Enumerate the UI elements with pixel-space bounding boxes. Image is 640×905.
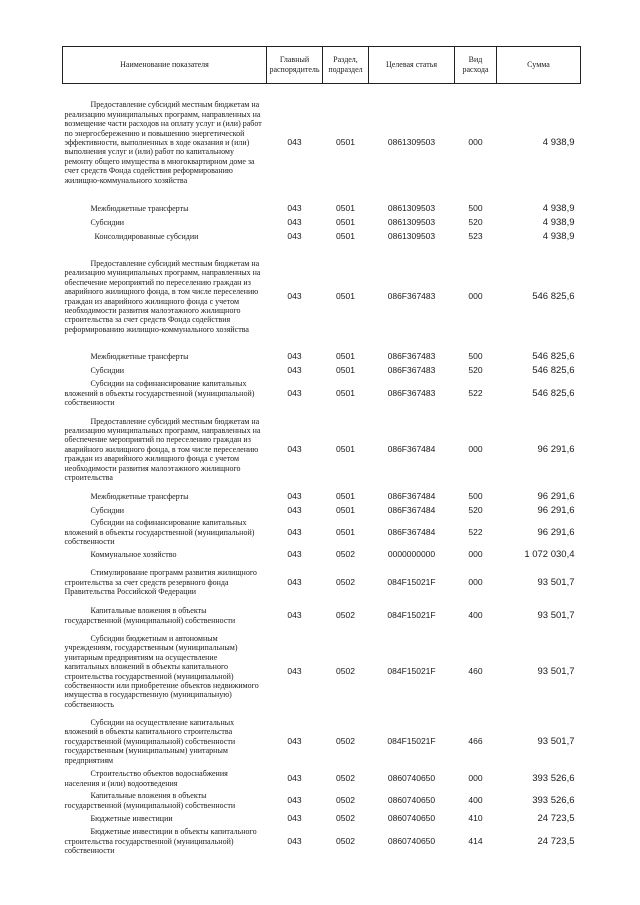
row-name: Предоставление субсидий местным бюджетам на реализацию муниципальных программ, направленных на возмещение части расходов на оплату услуг и (или) работ по энергосбережению и повышению энергетической эффективности, выполненных в ходе оказания и (или) выполнения услуг и (или) работ по капитальному ремонту общего имущества в многоквартирном доме за счет средств Фонда содействия реформированию жилищно-коммунального хозяйства (64, 100, 262, 185)
row-vr: 000 (468, 548, 483, 559)
row-rz: 0501 (336, 202, 355, 213)
row-rz: 0501 (336, 290, 355, 301)
header-expense-type: Вид расхода (455, 47, 497, 84)
row-rz: 0501 (336, 216, 355, 227)
table-row (63, 84, 581, 202)
row-rz: 0502 (336, 609, 355, 620)
row-rz: 0502 (336, 576, 355, 587)
row-cs: 086F367484 (387, 490, 436, 501)
row-rz: 0501 (336, 526, 355, 537)
table-row (63, 202, 581, 216)
row-name: Межбюджетные трансферты (90, 351, 189, 361)
row-rz: 0502 (336, 548, 355, 559)
row-sum: 1 072 030,4 (524, 548, 575, 560)
header-main-manager: Главный распорядитель (267, 47, 323, 84)
row-name: Предоставление субсидий местным бюджетам на реализацию муниципальных программ, направленных на обеспечение мероприятий по переселению граждан из аварийного жилищного фонда, в том числе переселению граждан из аварийного жилищного фонда с учетом необходимости развития малоэтажного жилищного строительства (64, 416, 261, 483)
row-sum: 4 938,9 (542, 137, 575, 149)
row-vr: 000 (468, 772, 483, 783)
table-row (63, 244, 581, 350)
row-sum: 96 291,6 (537, 443, 575, 455)
row-rz: 0502 (336, 665, 355, 676)
header-target-article: Целевая статья (369, 47, 455, 84)
table-row (63, 490, 581, 504)
row-gl: 043 (287, 772, 302, 783)
table-row (63, 230, 581, 244)
row-cs: 086F367483 (387, 387, 436, 398)
row-rz: 0502 (336, 794, 355, 805)
row-gl: 043 (287, 290, 302, 301)
row-vr: 523 (468, 230, 483, 241)
row-sum: 24 723,5 (537, 835, 575, 847)
row-vr: 000 (468, 137, 483, 148)
table-row (63, 812, 581, 826)
row-name: Субсидии на софинансирование капитальных вложений в объекты государственной (муниципальной) собственности (64, 518, 255, 547)
row-vr: 520 (468, 504, 483, 515)
row-gl: 043 (287, 794, 302, 805)
table-row (63, 504, 581, 518)
row-cs: 086F367484 (387, 504, 436, 515)
row-sum: 24 723,5 (537, 812, 575, 824)
row-sum: 93 501,7 (537, 735, 575, 747)
table-row (63, 364, 581, 378)
row-vr: 000 (468, 576, 483, 587)
row-name: Субсидии бюджетным и автономным учреждениям, государственным (муниципальным) унитарным предприятиям на осуществление капитальных вложений в объекты капитального строительства государственной (муниципальной) собственности или приобретение объектов недвижимого имущества в государственную (муниципальную) собственность (64, 633, 259, 709)
row-name: Стимулирование программ развития жилищного строительства за счет средств резервного фонда Правительства Российской Федерации (64, 568, 257, 597)
row-name: Коммунальное хозяйство (90, 549, 177, 559)
row-vr: 460 (468, 665, 483, 676)
row-gl: 043 (287, 137, 302, 148)
row-cs: 0860740650 (387, 772, 436, 783)
row-rz: 0502 (336, 772, 355, 783)
table-row (63, 768, 581, 790)
row-cs: 086F367484 (387, 526, 436, 537)
table-row (63, 562, 581, 604)
row-vr: 000 (468, 290, 483, 301)
row-gl: 043 (287, 835, 302, 846)
row-sum: 96 291,6 (537, 526, 575, 538)
row-vr: 500 (468, 490, 483, 501)
row-cs: 0000000000 (387, 548, 436, 559)
row-sum: 393 526,6 (532, 794, 575, 806)
row-name: Межбюджетные трансферты (90, 491, 189, 501)
row-vr: 520 (468, 364, 483, 375)
row-sum: 96 291,6 (537, 490, 575, 502)
row-sum: 546 825,6 (532, 387, 575, 399)
row-cs: 0860740650 (387, 794, 436, 805)
row-cs: 0861309503 (387, 202, 436, 213)
table-row (63, 716, 581, 768)
row-name: Субсидии (90, 505, 125, 515)
row-gl: 043 (287, 216, 302, 227)
row-cs: 084F15021F (387, 609, 436, 620)
row-sum: 96 291,6 (537, 504, 575, 516)
row-gl: 043 (287, 576, 302, 587)
row-name: Межбюджетные трансферты (90, 203, 189, 213)
row-rz: 0501 (336, 230, 355, 241)
table-row (63, 410, 581, 490)
table-row (63, 518, 581, 548)
row-rz: 0502 (336, 835, 355, 846)
row-rz: 0501 (336, 504, 355, 515)
row-vr: 522 (468, 526, 483, 537)
row-name: Субсидии на софинансирование капитальных вложений в объекты государственной (муниципальной) собственности (64, 379, 255, 408)
row-cs: 0861309503 (387, 230, 436, 241)
row-gl: 043 (287, 812, 302, 823)
row-rz: 0501 (336, 137, 355, 148)
row-sum: 4 938,9 (542, 216, 575, 228)
row-sum: 393 526,6 (532, 772, 575, 784)
row-vr: 500 (468, 350, 483, 361)
row-gl: 043 (287, 735, 302, 746)
table-row (63, 378, 581, 410)
row-rz: 0501 (336, 443, 355, 454)
row-gl: 043 (287, 350, 302, 361)
row-cs: 0861309503 (387, 216, 436, 227)
row-vr: 520 (468, 216, 483, 227)
row-name: Предоставление субсидий местным бюджетам на реализацию муниципальных программ, направленных на обеспечение мероприятий по переселению граждан из аварийного жилищного фонда, в том числе переселению граждан из аварийного жилищного фонда с учетом необходимости развития малоэтажного жилищного строительства за счет средств Фонда содействия реформированию жилищно-коммунального хозяйства (64, 258, 261, 334)
budget-table (62, 46, 581, 858)
row-cs: 086F367483 (387, 364, 436, 375)
row-rz: 0501 (336, 364, 355, 375)
row-gl: 043 (287, 504, 302, 515)
table-row (63, 548, 581, 562)
row-vr: 000 (468, 443, 483, 454)
row-gl: 043 (287, 490, 302, 501)
row-rz: 0501 (336, 387, 355, 398)
table-row (63, 216, 581, 230)
row-cs: 086F367483 (387, 290, 436, 301)
row-name: Капитальные вложения в объекты государственной (муниципальной) собственности (64, 791, 236, 810)
row-sum: 93 501,7 (537, 665, 575, 677)
table-body (63, 84, 581, 858)
row-gl: 043 (287, 387, 302, 398)
row-rz: 0502 (336, 812, 355, 823)
row-vr: 410 (468, 812, 483, 823)
header-section: Раздел, подраздел (323, 47, 369, 84)
row-cs: 0860740650 (387, 835, 436, 846)
header-name: Наименование показателя (63, 47, 267, 84)
row-vr: 400 (468, 794, 483, 805)
row-sum: 93 501,7 (537, 576, 575, 588)
row-name: Строительство объектов водоснабжения населения и (или) водоотведения (64, 769, 228, 788)
row-gl: 043 (287, 364, 302, 375)
row-vr: 466 (468, 735, 483, 746)
table-row (63, 628, 581, 716)
row-gl: 043 (287, 609, 302, 620)
row-cs: 086F367484 (387, 443, 436, 454)
table-row (63, 604, 581, 628)
row-name: Консолидированные субсидии (94, 231, 199, 241)
row-vr: 400 (468, 609, 483, 620)
row-gl: 043 (287, 548, 302, 559)
row-sum: 546 825,6 (532, 364, 575, 376)
row-name: Субсидии (90, 217, 125, 227)
row-cs: 086F367483 (387, 350, 436, 361)
row-rz: 0501 (336, 350, 355, 361)
table-row (63, 350, 581, 364)
row-vr: 414 (468, 835, 483, 846)
row-sum: 4 938,9 (542, 202, 575, 214)
table-row (63, 790, 581, 812)
row-name: Капитальные вложения в объекты государственной (муниципальной) собственности (64, 606, 236, 625)
table-header (63, 47, 581, 84)
row-cs: 084F15021F (387, 735, 436, 746)
table-row (63, 826, 581, 858)
row-rz: 0501 (336, 490, 355, 501)
row-sum: 546 825,6 (532, 290, 575, 302)
row-gl: 043 (287, 443, 302, 454)
row-cs: 084F15021F (387, 665, 436, 676)
row-name: Бюджетные инвестиции (90, 813, 173, 823)
row-rz: 0502 (336, 735, 355, 746)
row-cs: 0861309503 (387, 137, 436, 148)
row-gl: 043 (287, 202, 302, 213)
row-vr: 522 (468, 387, 483, 398)
row-name: Субсидии (90, 365, 125, 375)
row-name: Бюджетные инвестиции в объекты капитального строительства государственной (муниципальной) собственности (64, 827, 257, 856)
row-sum: 93 501,7 (537, 609, 575, 621)
row-sum: 546 825,6 (532, 350, 575, 362)
row-cs: 084F15021F (387, 576, 436, 587)
row-vr: 500 (468, 202, 483, 213)
row-cs: 0860740650 (387, 812, 436, 823)
row-sum: 4 938,9 (542, 230, 575, 242)
row-gl: 043 (287, 230, 302, 241)
row-gl: 043 (287, 665, 302, 676)
header-sum: Сумма (497, 47, 581, 84)
row-name: Субсидии на осуществление капитальных вложений в объекты капитального строительства государственной (муниципальной) собственности государственным (муниципальным) унитарным предприятиям (64, 717, 236, 765)
row-gl: 043 (287, 526, 302, 537)
